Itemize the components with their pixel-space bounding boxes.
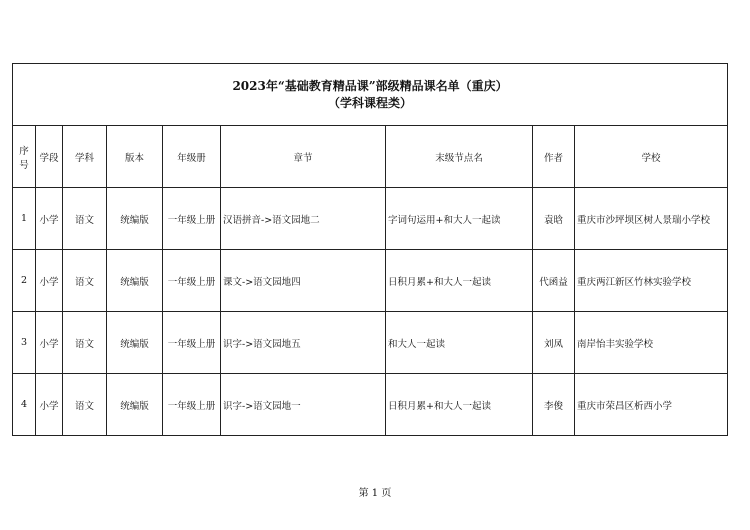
header-author: 作者 (533, 126, 575, 188)
header-school: 学校 (575, 126, 728, 188)
header-edition: 版本 (107, 126, 163, 188)
cell-edition: 统编版 (107, 374, 163, 436)
cell-grade: 一年级上册 (163, 188, 221, 250)
cell-author: 李俊 (533, 374, 575, 436)
cell-stage: 小学 (36, 312, 63, 374)
table-row (13, 250, 728, 312)
cell-edition: 统编版 (107, 250, 163, 312)
table-row (13, 374, 728, 436)
document-title: 2023年“基础教育精品课”部级精品课名单（重庆） (232, 78, 508, 93)
header-node: 末级节点名 (386, 126, 533, 188)
cell-stage: 小学 (36, 188, 63, 250)
cell-index: 2 (13, 250, 36, 312)
cell-subject: 语文 (63, 188, 107, 250)
table-row (13, 312, 728, 374)
cell-node: 日积月累+和大人一起读 (386, 250, 533, 312)
table-header-row (13, 126, 728, 188)
header-index: 序号 (13, 126, 36, 188)
cell-node: 字词句运用+和大人一起读 (386, 188, 533, 250)
cell-grade: 一年级上册 (163, 250, 221, 312)
header-grade: 年级册 (163, 126, 221, 188)
cell-author: 代函益 (533, 250, 575, 312)
page-number: 第 1 页 (358, 488, 392, 499)
cell-author: 袁晗 (533, 188, 575, 250)
course-list-table (12, 63, 728, 436)
cell-stage: 小学 (36, 374, 63, 436)
cell-author: 刘凤 (533, 312, 575, 374)
cell-node: 日积月累+和大人一起读 (386, 374, 533, 436)
cell-index: 3 (13, 312, 36, 374)
cell-school: 重庆两江新区竹林实验学校 (575, 250, 728, 312)
cell-chapter: 课文->语文园地四 (221, 250, 386, 312)
cell-subject: 语文 (63, 374, 107, 436)
cell-index: 4 (13, 374, 36, 436)
header-subject: 学科 (63, 126, 107, 188)
cell-edition: 统编版 (107, 312, 163, 374)
cell-chapter: 汉语拼音->语文园地二 (221, 188, 386, 250)
cell-chapter: 识字->语文园地五 (221, 312, 386, 374)
cell-grade: 一年级上册 (163, 312, 221, 374)
cell-node: 和大人一起读 (386, 312, 533, 374)
table-title-cell (13, 64, 728, 126)
cell-school: 重庆市荣昌区析西小学 (575, 374, 728, 436)
cell-school: 南岸怡丰实验学校 (575, 312, 728, 374)
header-stage: 学段 (36, 126, 63, 188)
cell-stage: 小学 (36, 250, 63, 312)
header-chapter: 章节 (221, 126, 386, 188)
cell-subject: 语文 (63, 250, 107, 312)
cell-subject: 语文 (63, 312, 107, 374)
cell-chapter: 识字->语文园地一 (221, 374, 386, 436)
cell-grade: 一年级上册 (163, 374, 221, 436)
cell-index: 1 (13, 188, 36, 250)
cell-edition: 统编版 (107, 188, 163, 250)
cell-school: 重庆市沙坪坝区树人景瑞小学校 (575, 188, 728, 250)
document-subtitle: （学科课程类） (328, 95, 413, 110)
table-row (13, 188, 728, 250)
